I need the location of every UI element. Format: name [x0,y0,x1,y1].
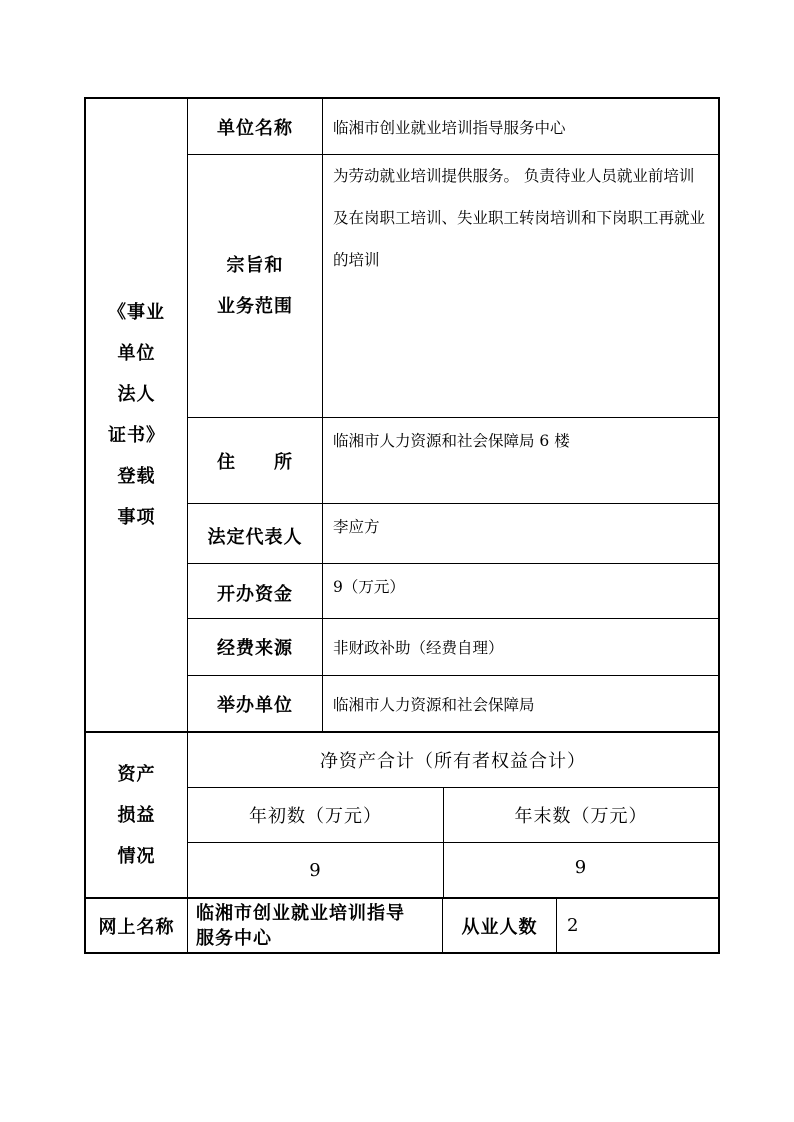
purpose-label: 宗旨和 业务范围 [217,255,293,317]
unit-name-label: 单位名称 [217,117,293,139]
end-year-label: 年末数（万元） [514,806,648,827]
capital-label: 开办资金 [217,584,293,605]
address-label: 住 所 [217,451,293,473]
begin-year-label: 年初数（万元） [249,806,382,827]
legal-rep-value: 李应方 [333,518,380,536]
online-name-value: 临湘市创业就业培训指导 服务中心 [196,902,405,949]
end-year-value: 9 [574,856,588,878]
online-name-label: 网上名称 [98,916,175,938]
purpose-value: 为劳动就业培训提供服务。 负责待业人员就业前培训及在岗职工培训、失业职工转岗培训和下岗职工再就业的培训 [333,167,706,269]
legal-rep-label: 法定代表人 [207,526,303,548]
address-value: 临湘市人力资源和社会保障局 6 楼 [333,432,570,450]
capital-value: 9（万元） [333,578,405,596]
net-assets-header: 净资产合计（所有者权益合计） [320,751,586,772]
funding-value: 非财政补助（经费自理） [333,639,504,657]
staff-count-value: 2 [567,915,580,936]
assets-section-title: 资产 损益 情况 [117,763,156,867]
unit-name-value: 临湘市创业就业培训指导服务中心 [333,118,566,137]
staff-count-label: 从业人数 [461,916,538,938]
begin-year-value: 9 [309,859,322,881]
certificate-section-title: 《事业 单位 法人 证书》 登载 事项 [108,302,165,528]
sponsor-value: 临湘市人力资源和社会保障局 [333,695,535,714]
funding-label: 经费来源 [217,638,293,659]
sponsor-label: 举办单位 [217,694,293,716]
